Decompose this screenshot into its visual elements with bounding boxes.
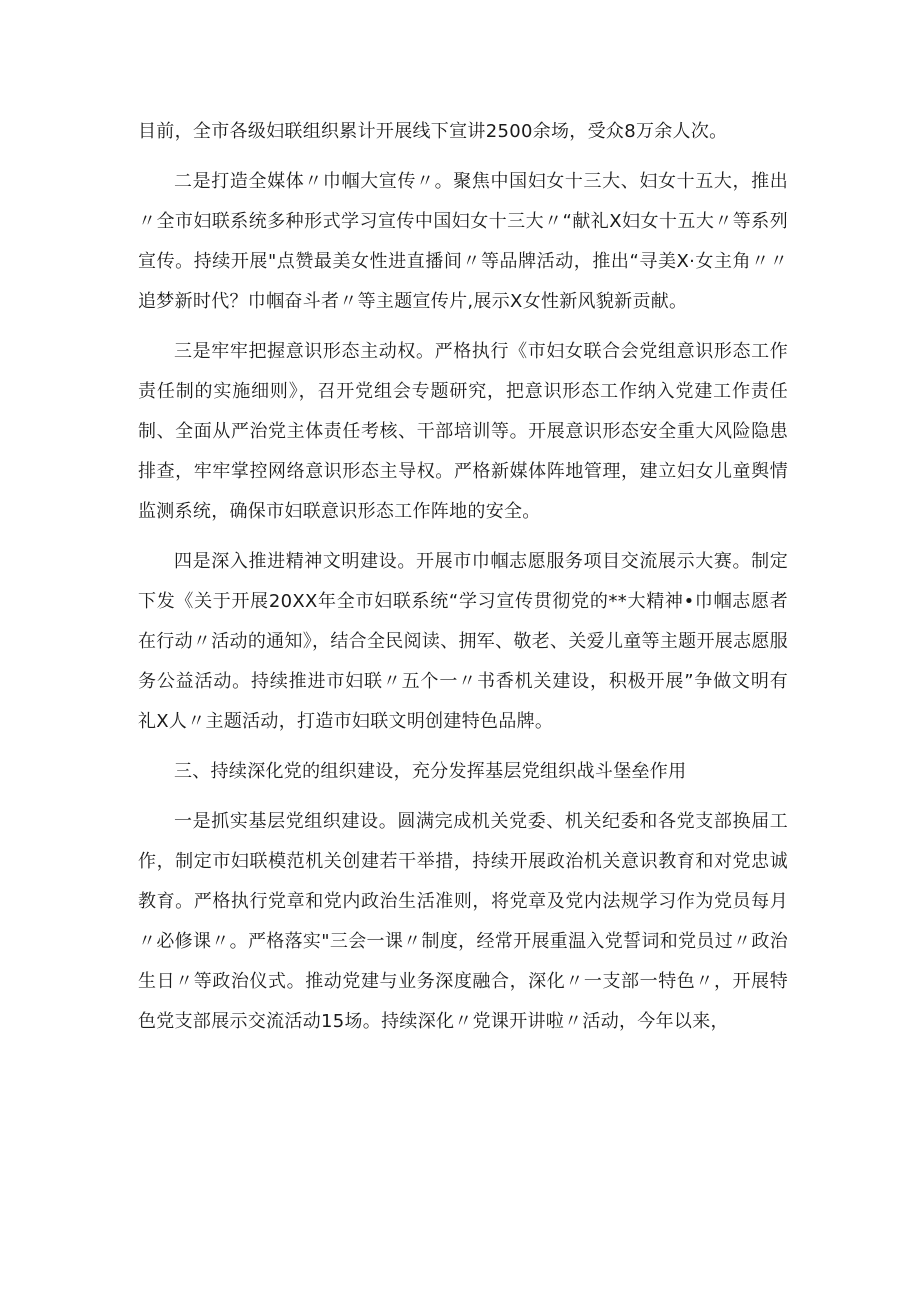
paragraph-continuation: 目前，全市各级妇联组织累计开展线下宣讲2500余场，受众8万余人次。 [138,121,728,142]
paragraph-grassroots-party: 一是抓实基层党组织建设。圆满完成机关党委、机关纪委和各党支部换届工作，制定市妇联模范机关创建若干举措，持续开展政治机关意识教育和对党忠诚教育。严格执行党章和党内政治生活准则，将党章及党内法规学习作为党员每月〃必修课〃。严格落实"三会一课〃制度，经常开展重温入党誓词和党员过〃政治生日〃等政治仪式。推动党建与业务深度融合，深化〃一支部一特色〃，开展特色党支部展示交流活动15场。持续深化〃党课开讲啦〃活动，今年以来， [138,811,788,1032]
section-heading-organization: 三、持续深化党的组织建设，充分发挥基层党组织战斗堡垒作用 [174,761,687,782]
paragraph-media-publicity: 二是打造全媒体〃巾帼大宣传〃。聚焦中国妇女十三大、妇女十五大，推出〃全市妇联系统多种形式学习宣传中国妇女十三大〃“献礼X妇女十五大〃等系列宣传。持续开展"点赞最美女性进直播间〃等品牌活动，推出“寻美X·女主角〃〃追梦新时代？巾帼奋斗者〃等主题宣传片,展示X女性新风貌新贡献。 [138,171,788,312]
paragraph-spiritual-civilization: 四是深入推进精神文明建设。开展市巾帼志愿服务项目交流展示大赛。制定下发《关于开展20XX年全市妇联系统“学习宣传贯彻党的**大精神•巾帼志愿者在行动〃活动的通知》，结合全民阅读、拥军、敬老、关爱儿童等主题开展志愿服务公益活动。持续推进市妇联〃五个一〃书香机关建设，积极开展”争做文明有礼X人〃主题活动，打造市妇联文明创建特色品牌。 [138,551,788,732]
paragraph-ideology: 三是牢牢把握意识形态主动权。严格执行《市妇女联合会党组意识形态工作责任制的实施细则》，召开党组会专题研究，把意识形态工作纳入党建工作责任制、全面从严治党主体责任考核、干部培训等。开展意识形态安全重大风险隐患排查，牢牢掌控网络意识形态主导权。严格新媒体阵地管理，建立妇女儿童舆情监测系统，确保市妇联意识形态工作阵地的安全。 [138,341,788,522]
document-body [138,112,788,1042]
